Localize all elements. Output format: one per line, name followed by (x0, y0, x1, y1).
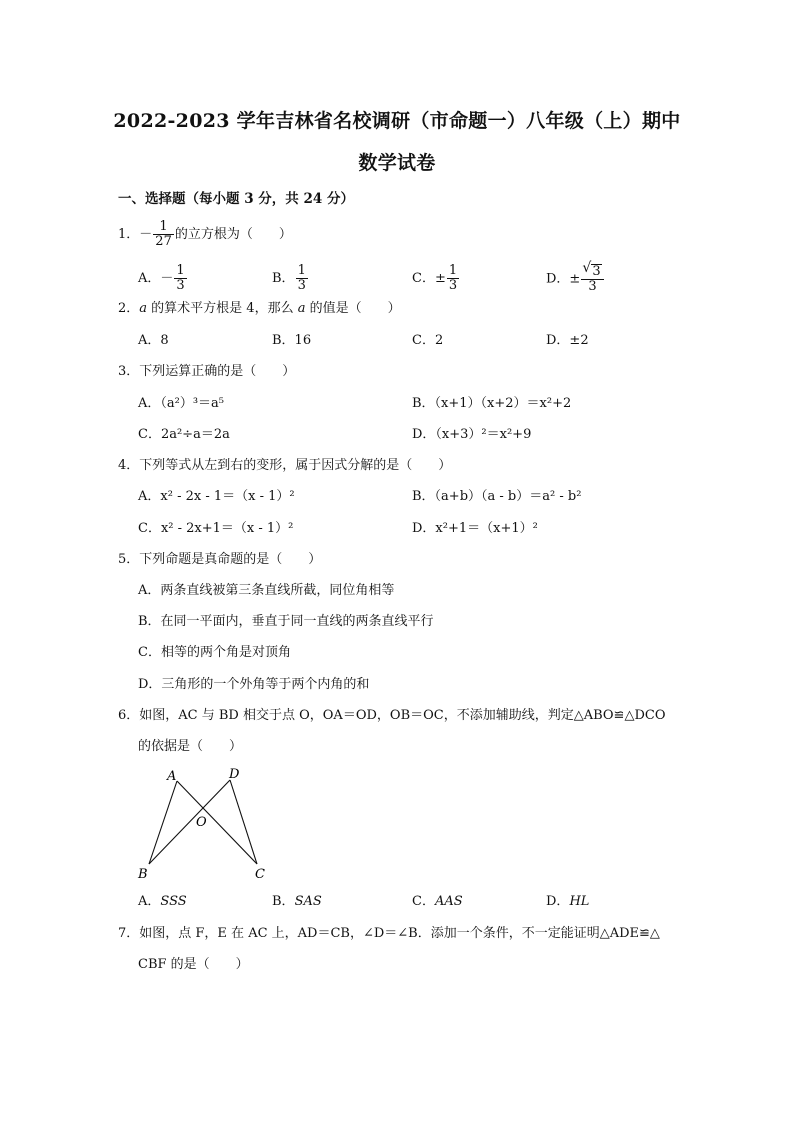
question-7: 7．如图，点 F，E 在 AC 上，AD＝CB，∠D＝∠B．添加一个条件，不一定能证明△ADE≌△ (118, 926, 660, 941)
question-4: 4．下列等式从左到右的变形，属于因式分解的是（ ） (118, 458, 452, 473)
option-a: A．8 (138, 333, 169, 348)
minus-sign: － (139, 227, 153, 242)
sqrt-symbol: √ 3 (591, 264, 601, 279)
option-a: A．－ $\frac{1}{3}$ (138, 263, 185, 293)
segment-ab (149, 781, 177, 864)
page-title: 2022-2023 学年吉林省名校调研（市命题一）八年级（上）期中 (113, 110, 681, 132)
question-3: 3．下列运算正确的是（ ） (118, 364, 296, 379)
question-2: 2．a 的算术平方根是 4，那么 a 的值是（ ） (118, 301, 401, 316)
option-c: C．2a²÷a＝2a (138, 427, 230, 442)
label-c: C (255, 867, 265, 882)
fraction: $\frac{1}{27}$ (155, 219, 172, 249)
option-c: C．AAS (412, 894, 463, 909)
option-c: C．相等的两个角是对顶角 (138, 645, 291, 660)
section-heading: 一、选择题（每小题 3 分，共 24 分） (118, 191, 354, 207)
question-number: 1． (118, 227, 140, 242)
option-b: B． $\frac{1}{3}$ (272, 263, 306, 293)
option-b: B．SAS (272, 894, 322, 909)
label-o: O (196, 815, 207, 830)
option-d: D．± √ $\frac{3}{3}$ (546, 264, 605, 294)
label-b: B (138, 867, 148, 882)
option-c: C．± $\frac{1}{3}$ (412, 263, 458, 293)
option-a: A．两条直线被第三条直线所截，同位角相等 (138, 583, 395, 598)
option-d: D．±2 (546, 333, 589, 348)
segment-db (149, 780, 230, 864)
option-b: B．在同一平面内，垂直于同一直线的两条直线平行 (138, 614, 434, 629)
segment-dc (230, 780, 257, 864)
option-d: D．x²+1＝（x+1）² (412, 521, 538, 536)
option-a: A．SSS (138, 894, 187, 909)
question-text: 的立方根为（ ） (174, 227, 292, 242)
question-7-continued: CBF 的是（ ） (138, 957, 249, 972)
label-a: A (167, 769, 177, 784)
geometry-figure (130, 760, 280, 885)
option-a: A．x² - 2x - 1＝（x - 1）² (138, 489, 295, 504)
option-a: A．（a²）³＝a⁵ (138, 396, 225, 411)
option-d: D．HL (546, 894, 590, 909)
question-1 (118, 220, 292, 249)
option-c: C．x² - 2x+1＝（x - 1）² (138, 521, 294, 536)
label-d: D (229, 767, 240, 782)
option-b: B．（x+1）（x+2）＝x²+2 (412, 396, 572, 411)
question-6-continued: 的依据是（ ） (138, 739, 243, 754)
option-d: D．三角形的一个外角等于两个内角的和 (138, 677, 370, 692)
question-6: 6．如图，AC 与 BD 相交于点 O，OA＝OD，OB＝OC，不添加辅助线，判定△ABO≌△DCO (118, 708, 666, 723)
option-b: B．（a+b）（a - b）＝a² - b² (412, 489, 582, 504)
question-5: 5．下列命题是真命题的是（ ） (118, 552, 322, 567)
option-c: C．2 (412, 333, 444, 348)
option-d: D．（x+3）²＝x²+9 (412, 427, 532, 442)
option-b: B．16 (272, 333, 312, 348)
page-subtitle: 数学试卷 (358, 152, 436, 174)
